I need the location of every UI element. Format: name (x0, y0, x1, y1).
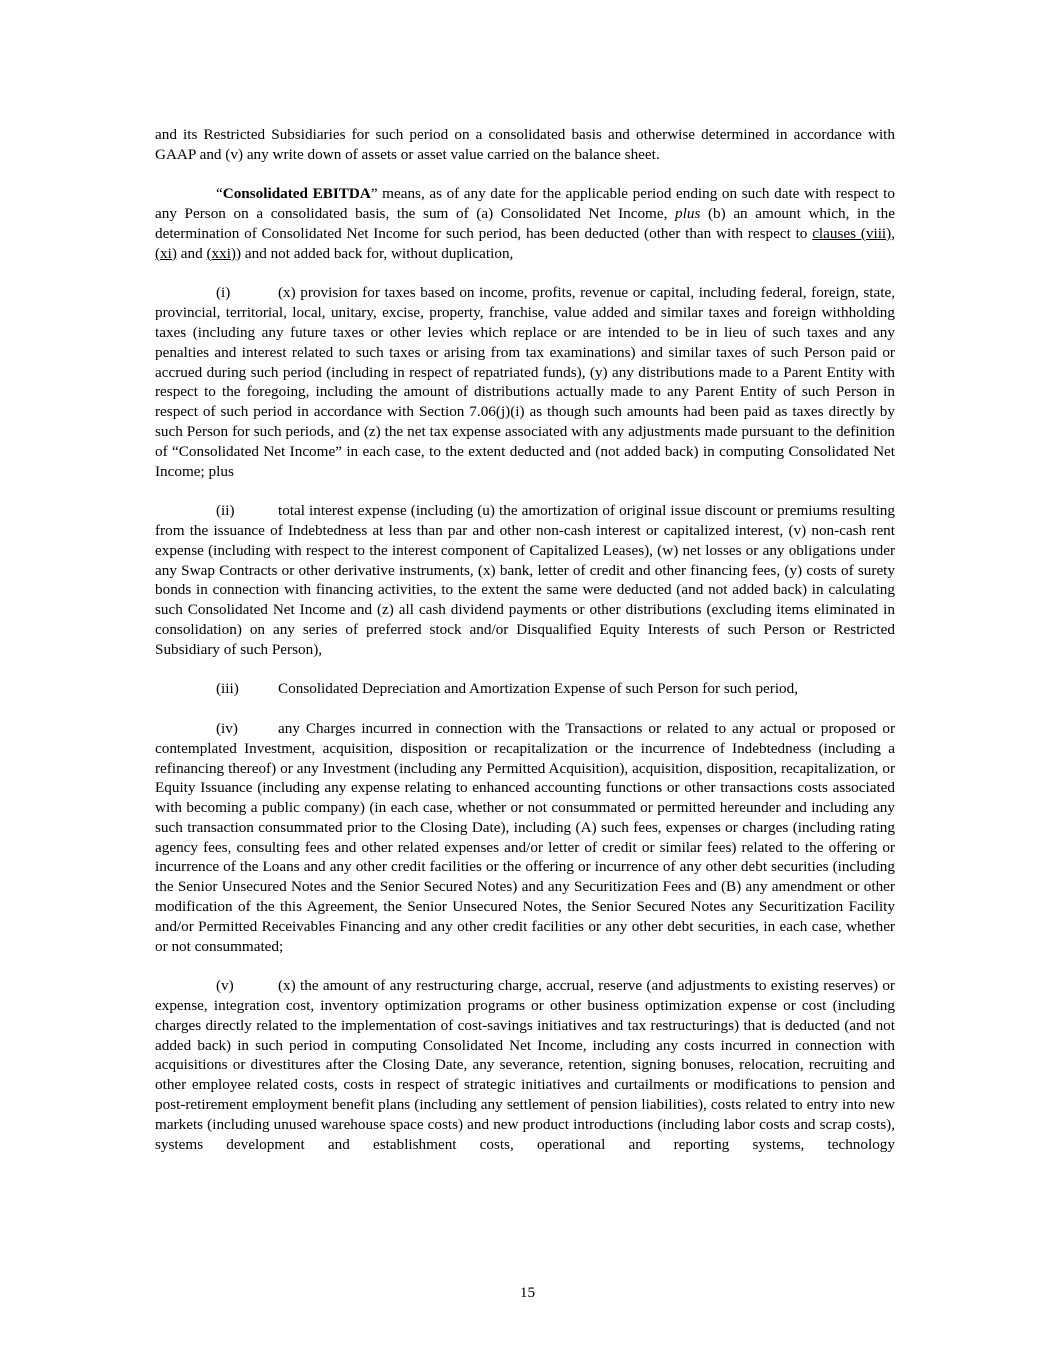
item-text: Consolidated Depreciation and Amortization Expense of such Person for such period, (278, 680, 799, 698)
open-quote: “ (216, 185, 223, 203)
page-number: 15 (519, 1284, 536, 1301)
defined-term: Consolidated EBITDA (222, 185, 371, 203)
definition-consolidated-ebitda (155, 184, 895, 263)
list-item (155, 976, 895, 1154)
item-text: (x) the amount of any restructuring charge, accrual, reserve (and adjustments to existing reserves) or expense, integration cost, inventory optimization programs or other business optimization expense or cost (including charges directly related to the implementation of cost-savings initiatives and tax restructurings) that is deducted (and not added back) in such period in computing Consolidated Net Income, including any costs incurred in connection with acquisitions or divestitures after the Closing Date, any severance, retention, signing bonuses, relocation, recruiting and other employee related costs, costs in respect of strategic initiatives and curtailments or modifications to pension and post-retirement employment benefit plans (including any settlement of pension liabilities), costs related to entry into new markets (including unused warehouse space costs) and new product introductions (including labor costs and scrap costs), systems development and establishment costs, operational and reporting systems, technology (155, 977, 895, 1153)
item-number: (i) (216, 284, 231, 302)
list-item (155, 283, 895, 481)
separator-2: and (176, 244, 207, 262)
close-quote: ” (370, 185, 378, 203)
clause-reference-xi: (xi) (155, 244, 177, 262)
item-text: total interest expense (including (u) the amortization of original issue discount or premiums resulting from the issuance of Indebtedness at less than par and other non-cash interest or capitalized interest, (v) non-cash rent expense (including with respect to the interest component of Capitalized Leases), (w) net losses or any obligations under any Swap Contracts or other derivative instruments, (x) bank, letter of credit and other financing fees, (y) costs of surety bonds in connection with financing activities, to the extent the same were deducted (and not added back) in calculating such Consolidated Net Income and (z) all cash dividend payments or other distributions (excluding items eliminated in consolidation) on any series of preferred stock and/or Disqualified Equity Interests of such Person or Restricted Subsidiary of such Person), (155, 502, 895, 658)
list-item (155, 679, 895, 699)
clause-reference-viii: clauses (viii) (812, 224, 892, 242)
item-number: (ii) (216, 502, 235, 520)
definition-text-2: (b) an amount which, in the determination of Consolidated Net Income for such period, has been deducted (other than with respect to (155, 205, 895, 242)
clause-reference-xxi: (xxi) (206, 244, 236, 262)
definition-text-1: means, as of any date for the applicable period ending on such date with respect to any Person on a consolidated basis, the sum of (a) Consolidated Net Income, (155, 185, 895, 223)
list-item (155, 719, 895, 957)
separator-1: , (891, 224, 895, 242)
item-number: (v) (216, 977, 234, 995)
plus-italic: plus (675, 205, 701, 223)
item-text: any Charges incurred in connection with the Transactions or related to any actual or proposed or contemplated Investment, acquisition, disposition or recapitalization or the incurrence of Indebtedness (including a refinancing thereof) or any Investment (including any Permitted Acquisition), acquisition, disposition, recapitalization, or Equity Issuance (including any expense relating to enhanced accounting functions or other transactions costs associated with becoming a public company) (in each case, whether or not consummated or permitted hereunder and including any such transaction consummated prior to the Closing Date), including (A) such fees, expenses or charges (including rating agency fees, consulting fees and other related expenses and/or letter of credit or similar fees) related to the offering or incurrence of the Loans and any other credit facilities or the offering or incurrence of any other debt securities (including the Senior Unsecured Notes and the Senior Secured Notes) and any Securitization Fees and (B) any amendment or other modification of the this Agreement, the Senior Unsecured Notes, the Senior Secured Notes any Securitization Facility and/or Permitted Receivables Financing and any other credit facilities or any other debt securities, in each case, whether or not consummated; (155, 719, 895, 955)
paragraph-continuation: and its Restricted Subsidiaries for such period on a consolidated basis and otherwise determined in accordance with GAAP and (v) any write down of assets or asset value carried on the balance sheet. (155, 126, 895, 163)
document-page (155, 125, 895, 1154)
item-text: (x) provision for taxes based on income, profits, revenue or capital, including federal, foreign, state, provincial, territorial, local, unitary, excise, property, franchise, value added and similar taxes and foreign withholding taxes (including any future taxes or other levies which replace or are intended to be in lieu of such taxes and any penalties and interest related to such taxes or arising from tax examinations) and similar taxes of such Person paid or accrued during such period (including in respect of repatriated funds), (y) any distributions made to a Parent Entity with respect to the foregoing, including the amount of distributions actually made to any Parent Entity of such Person in respect of such period in accordance with Section 7.06(j)(i) as though such amounts had been paid as taxes directly by such Person for such periods, and (z) the net tax expense associated with any adjustments made pursuant to the definition of “Consolidated Net Income” in each case, to the extent deducted and (not added back) in computing Consolidated Net Income; plus (155, 284, 895, 480)
item-number: (iii) (216, 680, 239, 698)
item-number: (iv) (216, 719, 238, 737)
definition-text-3: ) and not added back for, without duplication, (236, 244, 514, 262)
list-item (155, 501, 895, 659)
